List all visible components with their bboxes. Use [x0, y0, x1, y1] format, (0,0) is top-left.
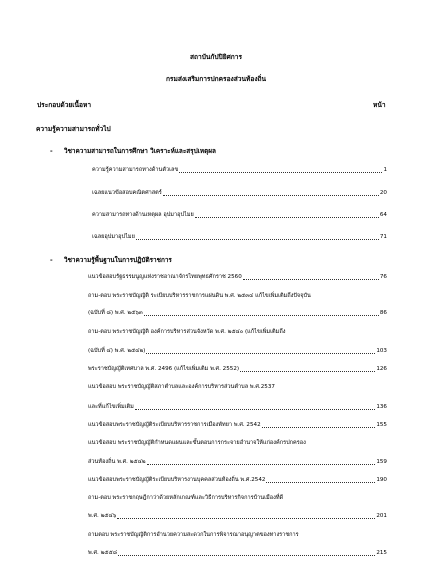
toc-entry-line: แนวข้อสอบ พระราชบัญญัติสภาตำบลและองค์การบริหารส่วนตำบล พ.ศ.2537 — [88, 384, 275, 390]
department-title: กรมส่งเสริมการปกครองส่วนท้องถิ่น — [165, 75, 267, 83]
org-title: สถาบันกัปปิยิศการ — [189, 53, 243, 61]
toc-entry-title: ความรู้ความสามารถทางด้านตัวเลข — [92, 167, 179, 173]
toc-entry-title: ส่วนท้องถิ่น พ.ศ. ๒๕๔๒ — [88, 459, 146, 465]
leader-dots — [136, 238, 379, 240]
toc-entry-title: พ.ศ. ๒๕๔๖ — [88, 513, 117, 519]
toc-entry — [88, 512, 387, 521]
leader-dots — [195, 216, 379, 218]
page-column-label: หน้า — [373, 101, 386, 109]
leader-dots — [117, 517, 375, 519]
toc-entry — [88, 421, 387, 430]
leader-dots — [262, 426, 376, 428]
leader-dots — [266, 481, 375, 483]
toc-entry-page: 86 — [379, 310, 387, 316]
toc-entry-title: ความสามารถทางด้านเหตุผล อุปมาอุปไมย — [92, 212, 194, 218]
subsection-dash: - — [50, 256, 53, 264]
toc-entry-page: 20 — [379, 190, 387, 196]
leader-dots — [179, 171, 382, 173]
toc-entry-page: 1 — [383, 167, 387, 173]
toc-entry-title: แนวข้อสอบพระราชบัญญัติระเบียบบริหารงานบุคคลส่วนท้องถิ่น พ.ศ.2542 — [88, 477, 266, 483]
toc-entry-title: (ฉบับที่ ๔) พ.ศ. ๒๕๔๒) — [88, 348, 146, 354]
leader-dots — [240, 370, 375, 372]
toc-entry — [92, 233, 387, 242]
toc-entry-line: แนวข้อสอบ พระราชบัญญัติกำหนดแผนและขั้นตอนการกระจายอำนาจให้แก่องค์กรปกครอง — [88, 440, 306, 446]
toc-entry-line: ถาม-ตอบ พระราชบัญญัติ ระเบียบบริหารราชการแผ่นดิน พ.ศ. ๒๕๓๔ แก้ไขเพิ่มเติมถึงปัจจุบัน — [88, 293, 311, 299]
toc-entry-page: 71 — [379, 234, 387, 240]
toc-entry-title: เฉลยอุปมาอุปไมย — [92, 234, 135, 240]
toc-entry-page: 103 — [376, 348, 387, 354]
toc-entry — [88, 549, 387, 558]
toc-entry-title: พระราชบัญญัติเทศบาล พ.ศ. 2496 (แก้ไขเพิ่มเติม พ.ศ. 2552) — [88, 366, 240, 372]
toc-entry-page: 159 — [376, 459, 387, 465]
toc-entry-page: 136 — [376, 404, 387, 410]
toc-entry — [88, 365, 387, 374]
toc-entry-title: และที่แก้ไขเพิ่มเติม — [88, 404, 134, 410]
subsection-analysis — [50, 146, 216, 156]
leader-dots — [146, 352, 375, 354]
toc-entry — [88, 458, 387, 467]
toc-entry — [92, 189, 387, 198]
subsection-title: วิชาความรู้พื้นฐานในการปฏิบัติราชการ — [64, 256, 172, 264]
toc-entry-page: 201 — [376, 513, 387, 519]
toc-entry-page: 155 — [376, 422, 387, 428]
toc-entry — [88, 347, 387, 356]
leader-dots — [243, 278, 379, 280]
toc-entry-page: 190 — [376, 477, 387, 483]
toc-entry — [88, 403, 387, 412]
leader-dots — [144, 314, 379, 316]
toc-entry-title: เฉลยแนวข้อสอบคณิตศาสตร์ — [92, 190, 162, 196]
leader-dots — [163, 194, 379, 196]
subsection-dash: - — [50, 147, 53, 155]
toc-entry-title: แนวข้อสอบพระราชบัญญัติระเบียบบริหารราชการเมืองพัทยา พ.ศ. 2542 — [88, 422, 261, 428]
toc-entry-title: แนวข้อสอบรัฐธรรมนูญแห่งราชอาณาจักรไทยพุทธศักราช 2560 — [88, 274, 242, 280]
toc-entry-line: ถาม-ตอบ พระราชบัญญัติ องค์การบริหารส่วนจังหวัด พ.ศ. ๒๕๔๐ (แก้ไขเพิ่มเติมถึง — [88, 329, 286, 335]
toc-entry-title: (ฉบับที่ ๘) พ.ศ. ๒๕๖๓ — [88, 310, 143, 316]
toc-entry-line: ถามตอบ พระราชบัญญัติการอำนวยความสะดวกในการพิจารณาอนุญาตของทางราชการ — [88, 532, 299, 538]
toc-entry — [88, 273, 387, 282]
leader-dots — [135, 408, 375, 410]
leader-dots — [118, 554, 375, 556]
toc-entry-page: 126 — [376, 366, 387, 372]
subsection-title: วิชาความสามารถในการศึกษา วิเคราะห์และสรุปเหตุผล — [64, 147, 216, 155]
section-general-knowledge: ความรู้ความสามารถทั่วไป — [36, 125, 111, 133]
toc-entry — [88, 309, 387, 318]
toc-entry-page: 215 — [376, 550, 387, 556]
toc-entry-page: 64 — [379, 212, 387, 218]
toc-entry-title: พ.ศ. ๒๕๕๘ — [88, 550, 118, 556]
contents-label: ประกอบด้วยเนื้อหา — [37, 101, 92, 109]
toc-entry-line: ถาม-ตอบ พระราชกฤษฎีกาว่าด้วยหลักเกณฑ์และวิธีการบริหารกิจการบ้านเมืองที่ดี — [88, 495, 284, 501]
leader-dots — [147, 463, 376, 465]
toc-entry — [92, 166, 387, 175]
toc-entry-page: 76 — [379, 274, 387, 280]
subsection-civil-service — [50, 255, 172, 265]
toc-entry — [88, 476, 387, 485]
toc-entry — [92, 211, 387, 220]
